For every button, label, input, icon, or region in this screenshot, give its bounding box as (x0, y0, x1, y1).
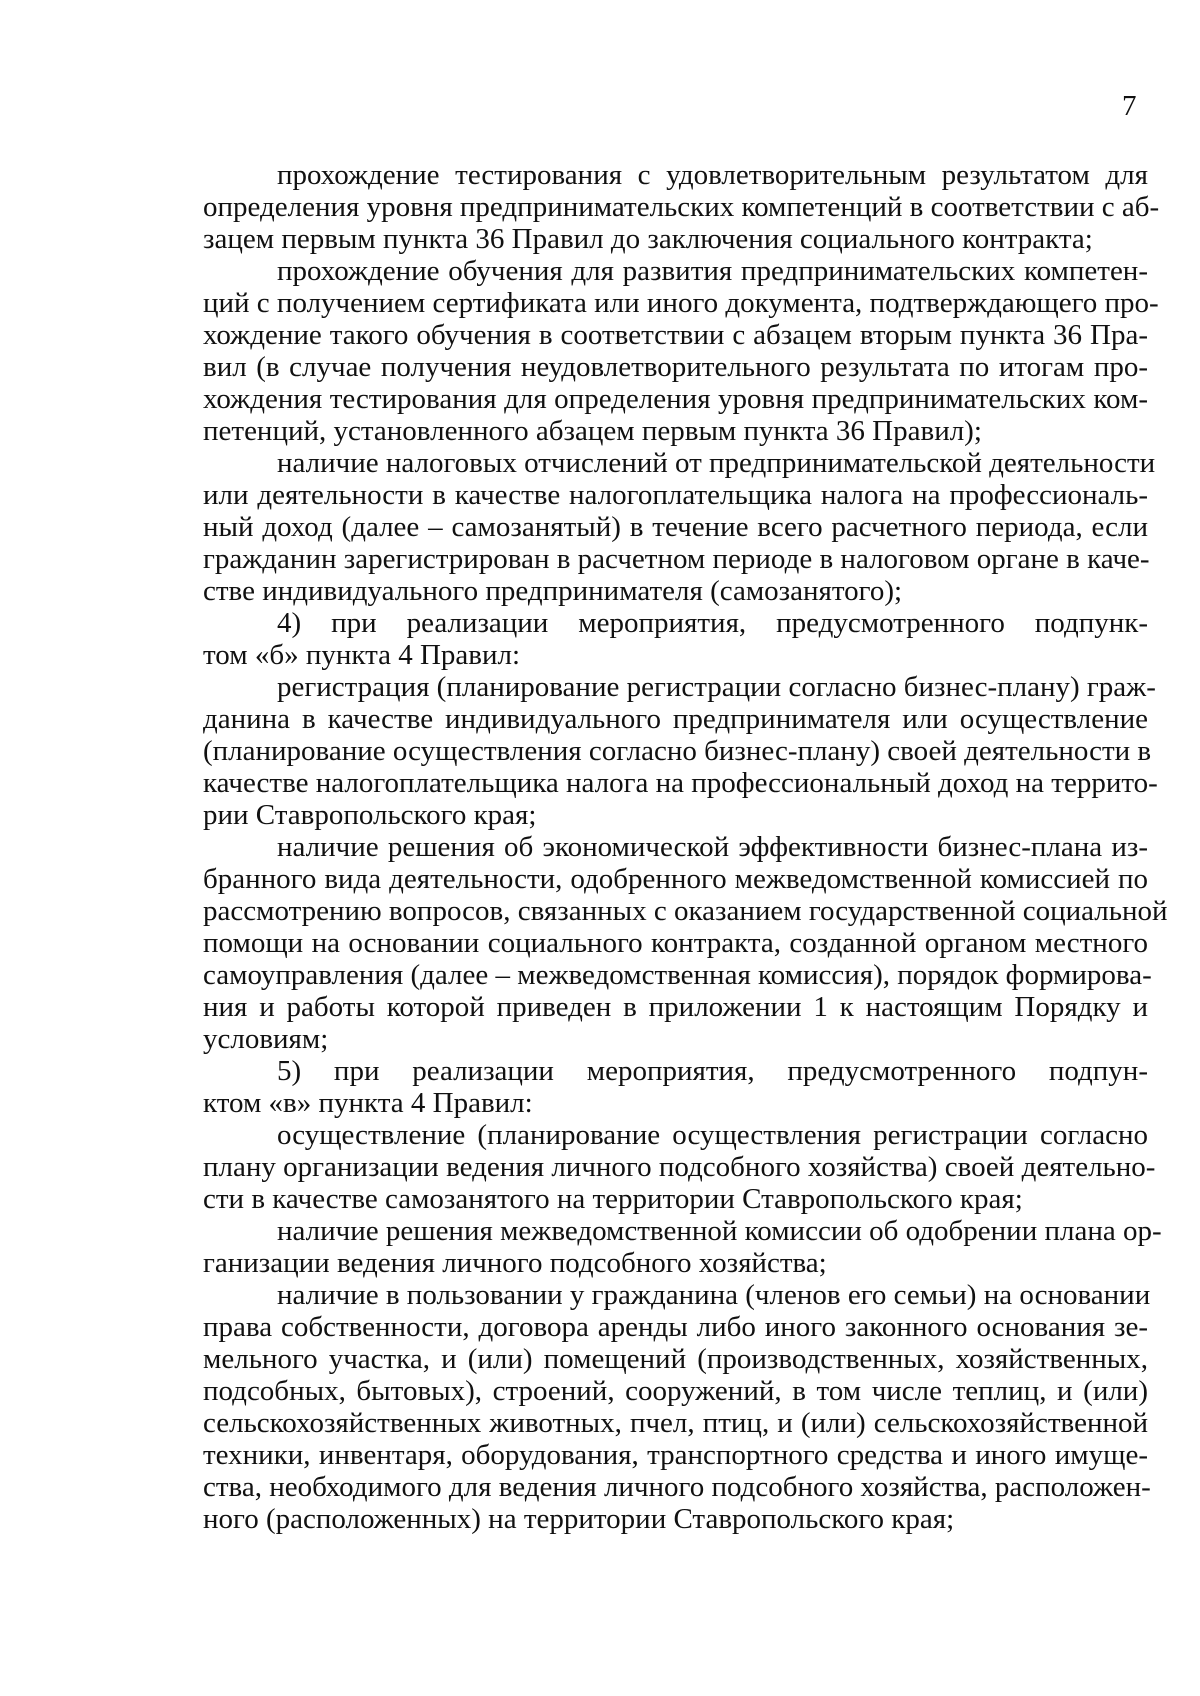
text-line: ния и работы которой приведен в приложении 1 к настоящим Порядку и (203, 991, 1148, 1023)
text-line: (планирование осуществления согласно бизнес-плану) своей деятельности в (203, 735, 1152, 767)
text-line: условиям; (203, 1023, 329, 1055)
text-line: прохождение обучения для развития предпринимательских компетен- (277, 255, 1148, 287)
text-line: хождение такого обучения в соответствии с абзацем вторым пункта 36 Пра- (203, 319, 1148, 351)
text-line: прохождение тестирования с удовлетворительным результатом для (277, 159, 1148, 191)
text-line: сельскохозяйственных животных, пчел, птиц, и (или) сельскохозяйственной (203, 1407, 1148, 1439)
text-line: вил (в случае получения неудовлетворительного результата по итогам про- (203, 351, 1148, 383)
text-line: сти в качестве самозанятого на территории Ставропольского края; (203, 1183, 1023, 1215)
text-line: ный доход (далее – самозанятый) в течение всего расчетного периода, если (203, 511, 1148, 543)
text-line: наличие решения межведомственной комиссии об одобрении плана ор- (277, 1215, 1162, 1247)
text-line: плану организации ведения личного подсобного хозяйства) своей деятельно- (203, 1151, 1156, 1183)
text-line: гражданин зарегистрирован в расчетном периоде в налоговом органе в каче- (203, 543, 1150, 575)
page-number: 7 (1122, 90, 1137, 122)
text-line: мельного участка, и (или) помещений (производственных, хозяйственных, (203, 1343, 1148, 1375)
text-line: ства, необходимого для ведения личного подсобного хозяйства, расположен- (203, 1471, 1151, 1503)
text-line: или деятельности в качестве налогоплательщика налога на профессиональ- (203, 479, 1148, 511)
text-line: ганизации ведения личного подсобного хозяйства; (203, 1247, 827, 1279)
text-line: осуществление (планирование осуществления регистрации согласно (277, 1119, 1148, 1151)
text-line: 5) при реализации мероприятия, предусмотренного подпун- (277, 1055, 1148, 1087)
text-line: ного (расположенных) на территории Ставропольского края; (203, 1503, 955, 1535)
text-line: помощи на основании социального контракта, созданной органом местного (203, 927, 1148, 959)
text-line: бранного вида деятельности, одобренного межведомственной комиссией по (203, 863, 1148, 895)
text-line: петенций, установленного абзацем первым пункта 36 Правил); (203, 415, 982, 447)
text-line: права собственности, договора аренды либо иного законного основания зе- (203, 1311, 1148, 1343)
text-line: зацем первым пункта 36 Правил до заключения социального контракта; (203, 223, 1093, 255)
text-line: техники, инвентаря, оборудования, транспортного средства и иного имуще- (203, 1439, 1148, 1471)
text-line: том «б» пункта 4 Правил: (203, 639, 521, 671)
text-line: ктом «в» пункта 4 Правил: (203, 1087, 533, 1119)
text-line: самоуправления (далее – межведомственная комиссия), порядок формирова- (203, 959, 1152, 991)
text-line: подсобных, бытовых), строений, сооружений, в том числе теплиц, и (или) (203, 1375, 1148, 1407)
text-line: определения уровня предпринимательских компетенций в соответствии с аб- (203, 191, 1160, 223)
text-line: 4) при реализации мероприятия, предусмотренного подпунк- (277, 607, 1148, 639)
text-line: ций с получением сертификата или иного документа, подтверждающего про- (203, 287, 1159, 319)
text-line: рии Ставропольского края; (203, 799, 537, 831)
text-line: качестве налогоплательщика налога на профессиональный доход на террито- (203, 767, 1158, 799)
text-line: регистрация (планирование регистрации согласно бизнес-плану) граж- (277, 671, 1156, 703)
text-line: наличие в пользовании у гражданина (членов его семьи) на основании (277, 1279, 1151, 1311)
text-line: наличие налоговых отчислений от предпринимательской деятельности (277, 447, 1156, 479)
text-line: наличие решения об экономической эффективности бизнес-плана из- (277, 831, 1148, 863)
text-line: хождения тестирования для определения уровня предпринимательских ком- (203, 383, 1148, 415)
text-line: данина в качестве индивидуального предпринимателя или осуществление (203, 703, 1148, 735)
text-line: стве индивидуального предпринимателя (самозанятого); (203, 575, 903, 607)
text-line: рассмотрению вопросов, связанных с оказанием государственной социальной (203, 895, 1168, 927)
